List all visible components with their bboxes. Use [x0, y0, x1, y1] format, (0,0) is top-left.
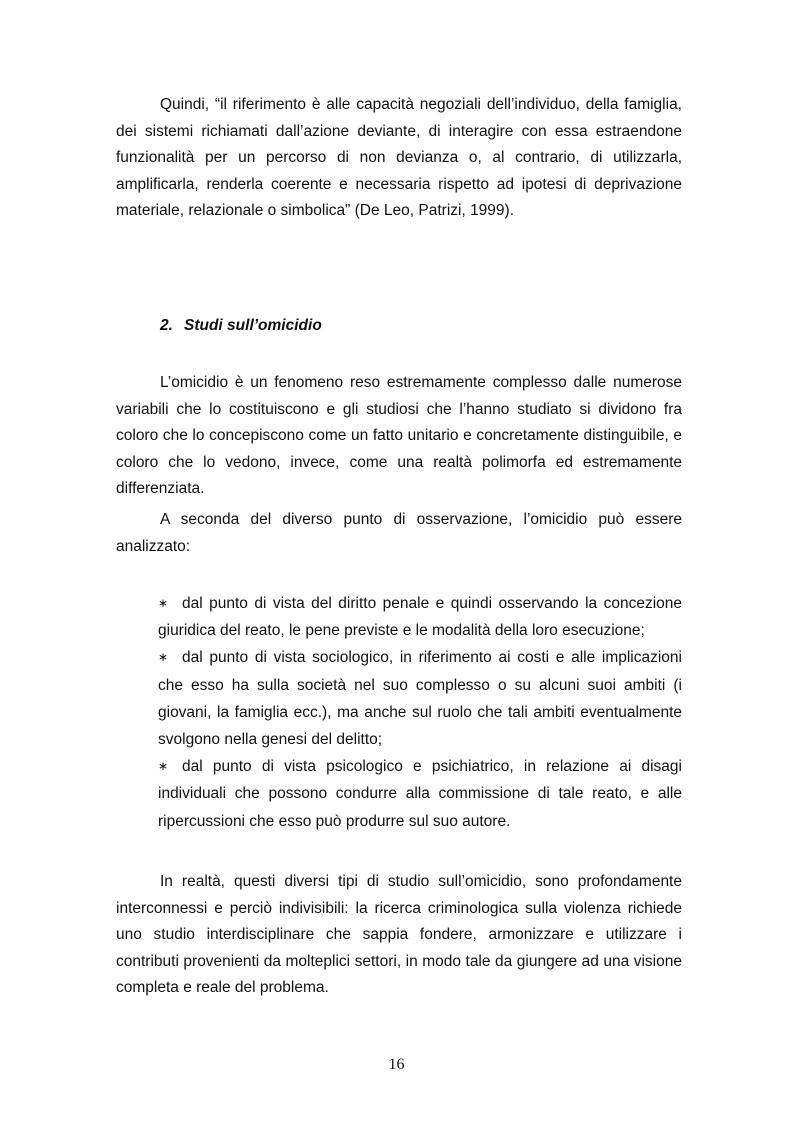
bullet-list	[158, 590, 682, 835]
page-number: 16	[388, 1056, 405, 1073]
section-heading	[160, 314, 322, 338]
paragraph-quote: Quindi, “il riferimento è alle capacità negoziali dell’individuo, della famiglia, dei sistemi richiamati dall’azione deviante, di interagire con essa estraendone funzionalità per un percorso di non devianza o, al contrario, di utilizzarla, amplificarla, renderla coerente e necessaria rispetto ad ipotesi di deprivazione materiale, relazionale o simbolica” (De Leo, Patrizi, 1999).	[116, 96, 682, 220]
paragraph-analysis-lead: A seconda del diverso punto di osservazione, l’omicidio può essere analizzato:	[116, 511, 682, 555]
section-number: 2.	[160, 317, 173, 334]
list-item-text: dal punto di vista del diritto penale e quindi osservando la concezione giuridica del reato, le pene previste e le modalità della loro esecuzione;	[158, 595, 682, 640]
list-item	[158, 753, 682, 835]
paragraph-intro: L’omicidio è un fenomeno reso estremamente complesso dalle numerose variabili che lo costituiscono e gli studiosi che l’hanno studiato si dividono fra coloro che lo concepiscono come un fatto unitario e concretamente distinguibile, e coloro che lo vedono, invece, come una realtà polimorfa ed estremamente differenziata.	[116, 374, 682, 498]
paragraph-conclusion: In realtà, questi diversi tipi di studio sull’omicidio, sono profondamente interconnessi e perciò indivisibili: la ricerca criminologica sulla violenza richiede uno studio interdisciplinare che sappia fondere, armonizzare e utilizzare i contributi provenienti da molteplici settori, in modo tale da giungere ad una visione completa e reale del problema.	[116, 873, 682, 997]
list-item-text: dal punto di vista psicologico e psichiatrico, in relazione ai disagi individuali che possono condurre alla commissione di tale reato, e alle ripercussioni che esso può produrre sul suo autore.	[158, 758, 682, 830]
list-item-text: dal punto di vista sociologico, in riferimento ai costi e alle implicazioni che esso ha sulla società nel suo complesso o su alcuni suoi ambiti (i giovani, la famiglia ecc.), ma anche sul ruolo che tali ambiti eventualmente svolgono nella genesi del delitto;	[158, 649, 682, 749]
asterisk-bullet-icon: ∗	[158, 596, 169, 610]
list-item	[158, 644, 682, 753]
asterisk-bullet-icon: ∗	[158, 759, 169, 774]
section-title: Studi sull’omicidio	[184, 317, 322, 334]
asterisk-bullet-icon: ∗	[158, 650, 169, 665]
list-item	[158, 590, 682, 644]
